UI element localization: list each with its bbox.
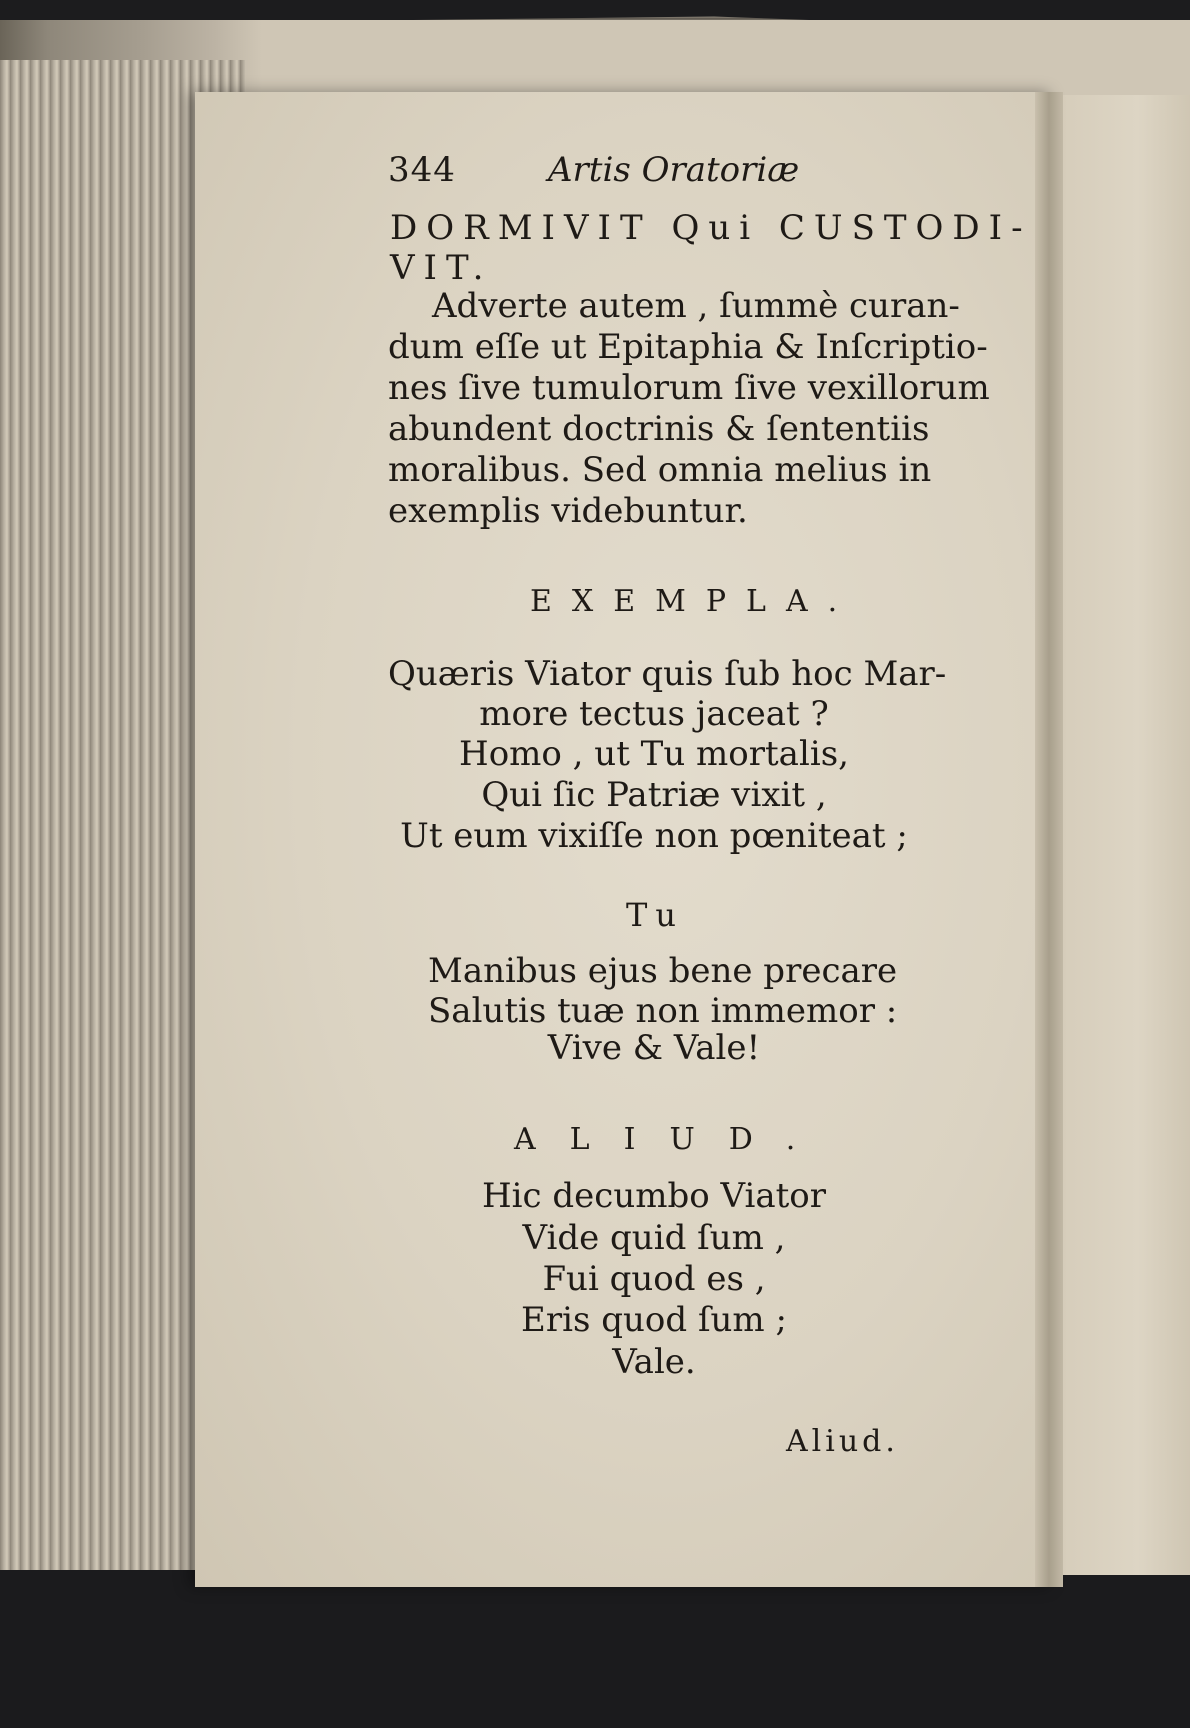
para-line-2: dum eſſe ut Epitaphia & Inſcriptio-	[388, 327, 988, 367]
para-line-3: nes ſive tumulorum ſive vexillorum	[388, 368, 990, 408]
exempla-line-4: Qui ſic Patriæ vixit ,	[481, 775, 827, 815]
body-line-2: VIT.	[390, 248, 493, 288]
exempla-line-2: more tectus jaceat ?	[479, 694, 829, 734]
exempla-line-3: Homo , ut Tu mortalis,	[459, 734, 849, 774]
book-gutter	[1035, 92, 1063, 1587]
para-line-6: exemplis videbuntur.	[388, 491, 748, 531]
para-line-1: Adverte autem , ſummè curan-	[432, 286, 960, 326]
page-header	[388, 150, 908, 200]
page-number: 344	[388, 150, 456, 190]
exempla-heading: EXEMPLA.	[530, 584, 858, 619]
aliud-line-3: Fui quod es ,	[542, 1259, 766, 1299]
aliud-heading: ALIUD.	[514, 1122, 830, 1157]
facing-page	[1060, 95, 1190, 1575]
running-head: Artis Oratoriæ	[548, 150, 800, 190]
aliud-line-4: Eris quod ſum ;	[521, 1300, 787, 1340]
aliud-line-5: Vale.	[612, 1342, 696, 1382]
body-line-1: DORMIVIT Qui CUSTODI-	[390, 208, 1032, 248]
exempla2-line-2: Salutis tuæ non immemor :	[428, 991, 898, 1031]
exempla2-line-1: Manibus ejus bene precare	[428, 951, 898, 991]
tu-line: Tu	[626, 896, 684, 934]
catchword: Aliud.	[786, 1424, 899, 1459]
aliud-line-1: Hic decumbo Viator	[482, 1176, 826, 1216]
aliud-line-2: Vide quid ſum ,	[522, 1218, 786, 1258]
para-line-5: moralibus. Sed omnia melius in	[388, 450, 932, 490]
exempla2-line-3: Vive & Vale!	[547, 1028, 761, 1068]
background-bottom	[0, 1570, 1190, 1728]
exempla-line-5: Ut eum vixiſſe non pœniteat ;	[400, 816, 908, 856]
exempla-line-1: Quæris Viator quis ſub hoc Mar-	[388, 654, 947, 694]
para-line-4: abundent doctrinis & ſententiis	[388, 409, 930, 449]
